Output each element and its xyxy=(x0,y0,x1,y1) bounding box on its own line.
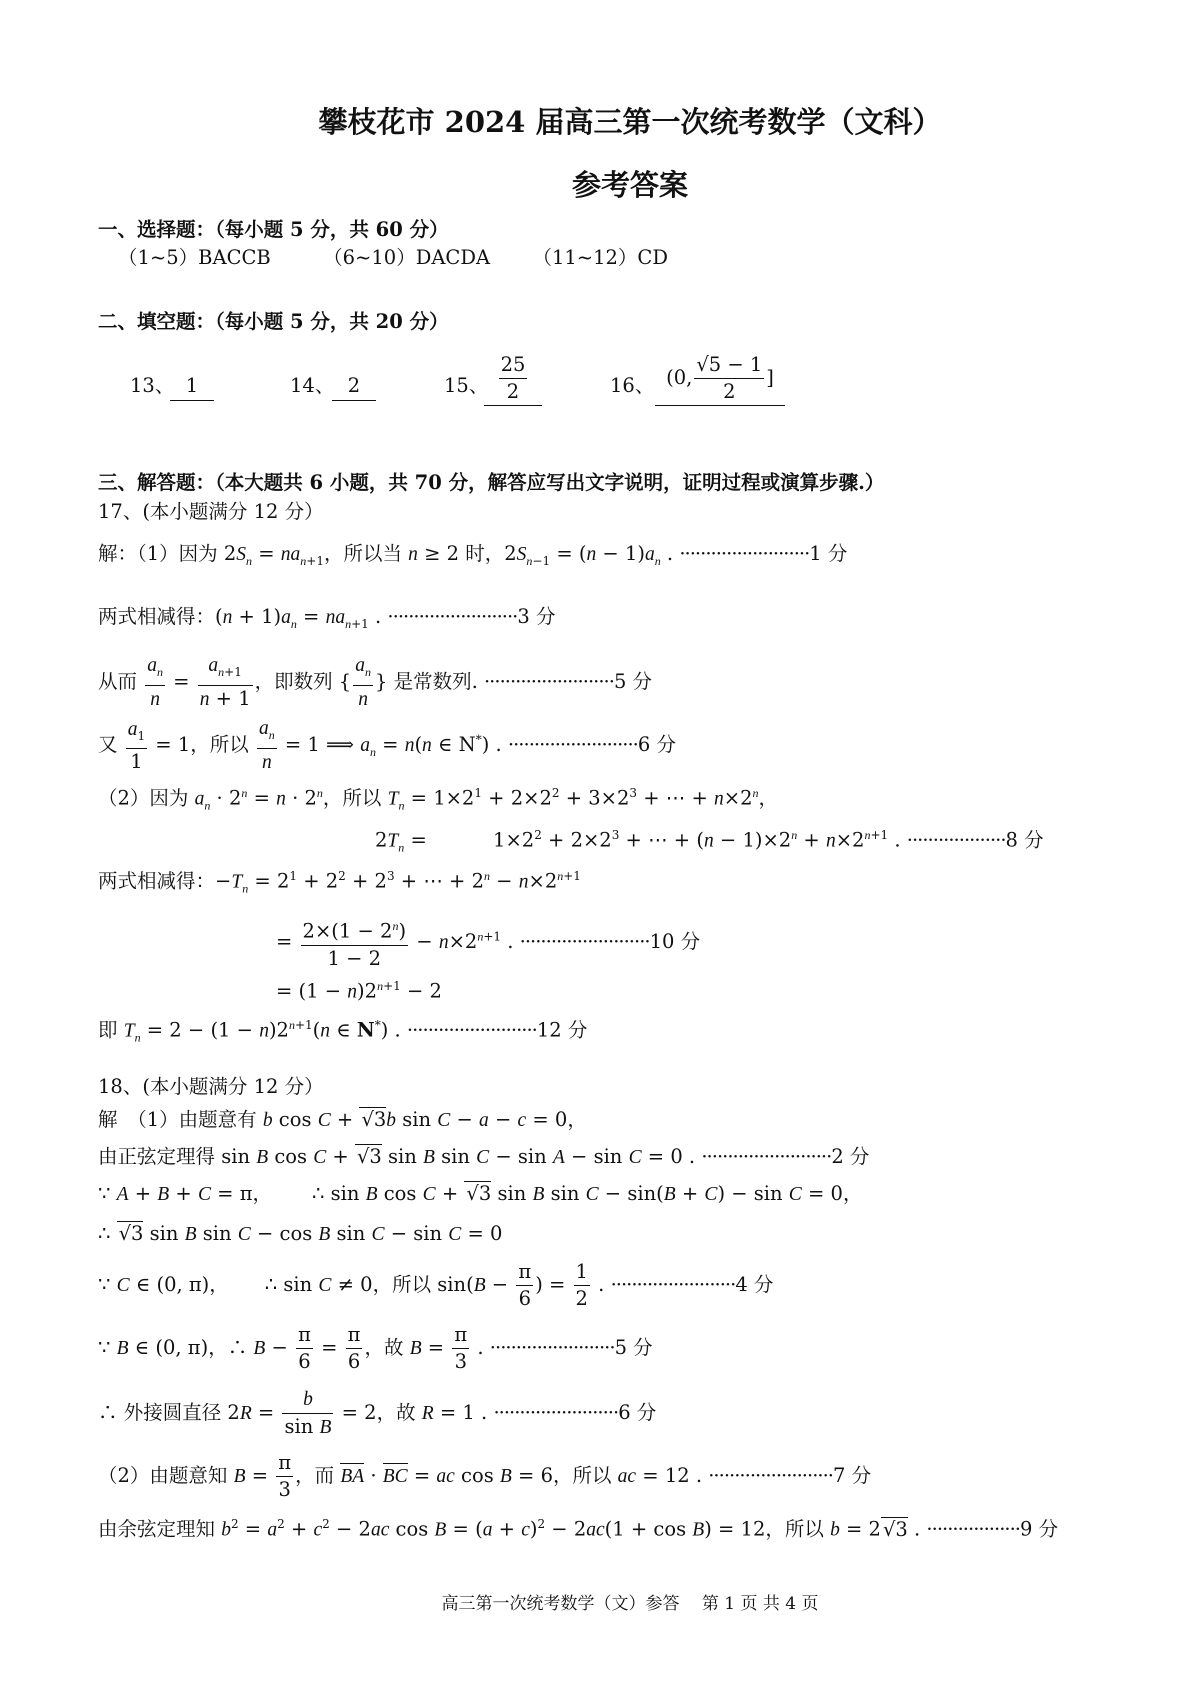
q18-score-5: 5 分 xyxy=(614,1336,653,1359)
q17-score-3: 3 分 xyxy=(517,605,556,628)
q17-line-3: 从而 $\frac{a_n}{n}$ = $\frac{a_{n+1}}{n + 1}$ ，即数列 { $\frac{a_n}{n}$ } 是常数列. ·························5 分 xyxy=(98,652,652,713)
q17-line-8: = $\frac{2\times(1 - 2^n)}{1 - 2}$ − $n\times 2^{n+1}$ . ·························10 分 xyxy=(276,913,700,972)
section2-heading: 二、填空题：（每小题 5 分，共 20 分） xyxy=(98,310,449,333)
q17-line-1: 解：（1）因为 $2S_n = na_{n+1}$，所以当 n ≥ 2 时，$2S_{n-1} = (n - 1)a_n$ . ·························1 分 xyxy=(98,542,848,568)
q18-line-2: 由正弦定理得 sin B cos C + √3 sin B sin C − sin A − sin C = 0 . ·························2 分 xyxy=(98,1145,870,1168)
q18-line-8: （2）由题意知 B = $\frac{\pi}{3}$ ，而 BA · BC = ac cos B = 6，所以 ac = 12 . ························7 分 xyxy=(98,1451,872,1501)
q18-line-1: 解 （1）由题意有 b cos C + √3b sin C − a − c = 0， xyxy=(98,1108,587,1131)
fill-15-label: 15、 xyxy=(444,374,489,397)
q17-score-8: 8 分 xyxy=(1005,828,1044,852)
q18-line-4: ∴ √3 sin B sin C − cos B sin C − sin C = 0 xyxy=(98,1222,503,1245)
fill-16-label: 16、 xyxy=(610,374,655,397)
q18-score-7: 7 分 xyxy=(833,1464,872,1487)
q18-line-5: ∵ C ∈ (0, π)， ∴ sin C ≠ 0，所以 sin(B − $\frac{\pi}{6}$ ) = $\frac{1}{2}$ . ························4 分 xyxy=(98,1260,774,1310)
q17-score-1: 1 分 xyxy=(809,542,848,565)
fill-15-denominator: 2 xyxy=(506,380,520,403)
q18-score-4: 4 分 xyxy=(735,1273,774,1296)
q17-line-5: （2）因为 $a_n \cdot 2^n = n \cdot 2^n$，所以 $T_n = 1\times 2^1 + 2\times 2^2 + 3\times 2^3$ + ⋯ + $n\times 2^n$， xyxy=(98,786,779,813)
fill-13-answer: 1 xyxy=(170,372,214,401)
q17-line-2: 两式相减得：$(n + 1)a_n = na_{n+1}$ . ·························3 分 xyxy=(98,605,556,631)
q17-line-6: $2T_n = 1\times 2^2 + 2\times 2^3$ + ⋯ + $(n - 1)\times 2^n + n\times 2^{n+1}$ . ···················8 分 xyxy=(375,828,1044,855)
q18-score-6: 6 分 xyxy=(618,1401,657,1424)
q18-score-9: 9 分 xyxy=(1020,1517,1059,1541)
choice-answers-11-12: （11~12）CD xyxy=(532,246,668,269)
q17-heading: 17、(本小题满分 12 分） xyxy=(98,500,324,523)
fill-15-numerator: 25 xyxy=(499,352,528,379)
q17-line-9: = $(1 - n)2^{n+1} - 2$ xyxy=(276,979,442,1003)
choice-answers-1-5: （1~5）BACCB xyxy=(118,246,271,269)
q18-heading: 18、(本小题满分 12 分） xyxy=(98,1075,324,1098)
fill-16-denominator: 2 xyxy=(723,380,736,403)
fill-15-answer xyxy=(484,352,542,406)
q17-score-10: 10 分 xyxy=(649,929,701,953)
choice-answers xyxy=(118,244,668,272)
q17-line-4: 又 $\frac{a_1}{1}$ = 1，所以 $\frac{a_n}{n}$ = 1 ⟹ $a_n = n(n$ ∈ N*) . ·························6 分 xyxy=(98,715,676,776)
fill-16-suffix: ] xyxy=(766,366,774,389)
fill-14-label: 14、 xyxy=(290,374,335,397)
page-subtitle: 参考答案 xyxy=(571,168,688,202)
q17-score-5: 5 分 xyxy=(613,669,653,693)
q18-score-2: 2 分 xyxy=(831,1145,870,1168)
fill-16-numerator: √5 − 1 xyxy=(694,352,764,379)
section1-heading: 一、选择题：（每小题 5 分，共 60 分） xyxy=(98,218,449,241)
q17-score-6: 6 分 xyxy=(637,732,676,756)
choice-answers-6-10: （6~10）DACDA xyxy=(323,246,491,269)
section3-heading: 三、解答题：（本大题共 6 小题，共 70 分，解答应写出文字说明，证明过程或演算步骤.） xyxy=(98,471,885,494)
q18-line-3: ∵ A + B + C = π， ∴ sin B cos C + √3 sin B sin C − sin(B + C) − sin C = 0， xyxy=(98,1182,863,1205)
fill-16-answer xyxy=(655,352,785,406)
page-title: 攀枝花市 2024 届高三第一次统考数学（文科） xyxy=(318,105,942,139)
fill-14-answer: 2 xyxy=(332,372,376,401)
fill-16-prefix: (0, xyxy=(666,366,693,389)
q17-line-7: 两式相减得：$-T_n = 2^1 + 2^2 + 2^3$ + ⋯ + $2^n - n\times 2^{n+1}$ xyxy=(98,869,581,896)
q18-line-7: ∴ 外接圆直径 2R = $\frac{b}{\text{sin B}}$ = 2，故 R = 1 . ························6 分 xyxy=(98,1386,656,1441)
q17-line-10: 即 $T_n = 2 - (1 - n)2^{n+1}(n$ ∈ N*) . ·························12 分 xyxy=(98,1018,588,1045)
q18-line-9: 由余弦定理知 $b^2 = a^2 + c^2 - 2ac$ $\cos B = (a + c)^2 - 2ac(1 + \cos B) = 12$，所以 b = 2 √3 . ··················9 分 xyxy=(98,1517,1059,1541)
page-footer: 高三第一次统考数学（文）参答 第 1 页 共 4 页 xyxy=(441,1594,819,1614)
q17-score-12: 12 分 xyxy=(536,1018,588,1042)
fill-13-label: 13、 xyxy=(130,374,175,397)
q18-line-6: ∵ B ∈ (0, π)，∴ B − $\frac{\pi}{6}$ = $\frac{\pi}{6}$ ，故 B = $\frac{\pi}{3}$ . ························5 分 xyxy=(98,1323,653,1373)
